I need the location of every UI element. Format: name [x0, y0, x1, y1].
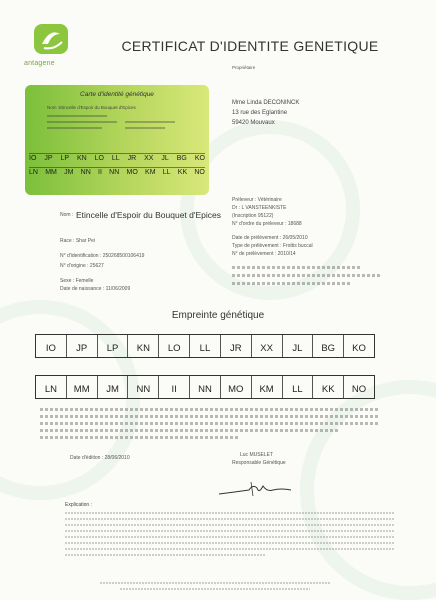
faded-text-line: [65, 524, 395, 526]
card-marker: JR: [127, 155, 137, 162]
marker-cell: [127, 376, 158, 398]
marker-value: KM: [259, 384, 274, 395]
dog-identification: N° d'identification : 250268500106419: [60, 253, 145, 259]
marker-value: NN: [136, 384, 151, 395]
card-marker: NN: [80, 169, 91, 176]
marker-cell: [220, 335, 251, 357]
owner-city: 59420 Mouvaux: [232, 120, 275, 126]
card-marker: JL: [161, 155, 169, 162]
marker-cell: [36, 376, 66, 398]
faded-text-line: [40, 422, 380, 425]
faded-text-line: [65, 548, 395, 550]
marker-cell: [97, 376, 128, 398]
faded-text-line: [100, 582, 330, 584]
edition-date: Date d'édition : 28/06/2010: [70, 455, 130, 461]
card-marker: MO: [126, 169, 138, 176]
card-marker: KM: [145, 169, 156, 176]
marker-cell: [251, 335, 282, 357]
marker-cell: [343, 335, 374, 357]
faded-text-line: [65, 512, 395, 514]
marker-value: NO: [351, 384, 367, 395]
card-marker: JM: [64, 169, 74, 176]
marker-value: XX: [260, 343, 273, 354]
card-title: Carte d'identité génétique: [80, 91, 154, 98]
card-marker: KK: [177, 169, 188, 176]
faded-text-line: [232, 282, 352, 285]
card-marker: JP: [44, 155, 53, 162]
faded-text-line: [232, 274, 382, 277]
marker-cell: [189, 376, 220, 398]
marker-cell: [158, 376, 189, 398]
card-faded-line: [47, 115, 107, 117]
dog-name-label: Nom :: [60, 212, 74, 218]
marker-value: LL: [199, 343, 211, 354]
vet-title: Préleveur : Vétérinaire: [232, 197, 282, 203]
marker-cell: [251, 376, 282, 398]
card-marker: NO: [194, 169, 205, 176]
marker-cell: [127, 335, 158, 357]
vet-date-sample: Date de prélèvement : 26/05/2010: [232, 235, 308, 241]
dog-name: Etincelle d'Espoir du Bouquet d'Epices: [76, 210, 222, 220]
owner-label: Propriétaire: [232, 65, 256, 70]
faded-text-line: [232, 266, 362, 269]
marker-value: JR: [229, 343, 242, 354]
card-marker-row-1: [29, 155, 205, 162]
marker-value: JM: [106, 384, 119, 395]
faded-text-line: [65, 542, 395, 544]
card-marker: NN: [109, 169, 120, 176]
card-marker: LP: [60, 155, 69, 162]
fingerprint-title: Empreinte génétique: [171, 310, 265, 321]
card-marker: KO: [194, 155, 205, 162]
watermark-ring: [0, 300, 140, 500]
marker-cell: [97, 335, 128, 357]
marker-cell: [158, 335, 189, 357]
owner-name: Mme Linda DECONINCK: [232, 100, 300, 106]
card-marker: LN: [29, 169, 38, 176]
watermark-ring: [300, 380, 436, 600]
vet-number: N° d'ordre du préleveur : 18688: [232, 221, 302, 227]
faded-text-line: [120, 588, 310, 590]
card-marker: KN: [76, 155, 87, 162]
marker-value: LL: [292, 384, 303, 395]
signer-name: Luc MUSELET: [240, 452, 274, 458]
card-name-line: Nom :Etincelle d'Espoir du Bouquet d'Epices: [47, 105, 136, 110]
marker-value: LN: [44, 384, 57, 395]
marker-cell: [282, 335, 313, 357]
marker-value: JP: [76, 343, 88, 354]
marker-value: KN: [136, 343, 150, 354]
card-faded-line: [47, 127, 102, 129]
fingerprint-row-1: [35, 334, 375, 358]
card-divider: [29, 167, 205, 168]
marker-cell: [189, 335, 220, 357]
card-marker: LO: [94, 155, 104, 162]
card-faded-line: [125, 127, 165, 129]
marker-cell: [220, 376, 251, 398]
faded-text-line: [65, 518, 395, 520]
marker-value: NN: [198, 384, 212, 395]
marker-value: IO: [45, 343, 56, 354]
card-marker-row-2: [29, 169, 205, 176]
vet-ref-sample: N° de prélèvement : 2010/14: [232, 251, 296, 257]
faded-text-line: [40, 408, 380, 411]
logo-text: antagene: [24, 60, 55, 67]
marker-cell: [66, 376, 97, 398]
faded-text-line: [65, 530, 395, 532]
card-faded-line: [125, 121, 175, 123]
card-marker: LL: [162, 169, 171, 176]
card-marker: XX: [144, 155, 154, 162]
marker-cell: [36, 335, 66, 357]
explanation-label: Explication :: [65, 502, 92, 508]
fingerprint-row-2: [35, 375, 375, 399]
faded-text-line: [40, 429, 340, 432]
marker-value: KO: [352, 343, 366, 354]
vet-type-sample: Type de prélèvement : Frottis buccal: [232, 243, 313, 249]
dog-sex: Sexe : Femelle: [60, 278, 94, 284]
faded-text-line: [65, 536, 395, 538]
marker-value: MM: [73, 384, 90, 395]
handwritten-signature: [215, 478, 295, 500]
identity-card: [25, 85, 209, 195]
faded-text-line: [40, 415, 380, 418]
card-marker: IO: [29, 155, 37, 162]
marker-cell: [282, 376, 313, 398]
faded-text-line: [65, 554, 265, 556]
page-title: CERTIFICAT D'IDENTITE GENETIQUE: [121, 38, 379, 54]
marker-cell: [66, 335, 97, 357]
marker-cell: [312, 335, 343, 357]
marker-value: JL: [292, 343, 303, 354]
faded-text-line: [40, 436, 240, 439]
dog-breed: Race : Shar Pei: [60, 238, 96, 244]
vet-name: Dr : L VANSTEENKISTE: [232, 205, 287, 211]
marker-value: II: [171, 384, 177, 395]
card-marker: BG: [176, 155, 187, 162]
marker-value: LO: [167, 343, 181, 354]
dog-birth: Date de naissance : 11/06/2009: [60, 286, 131, 292]
dog-lof: N° d'origine : 25627: [60, 263, 104, 269]
signer-role: Responsable Génétique: [232, 460, 286, 466]
card-marker: MM: [45, 169, 57, 176]
antagene-logo: [30, 18, 74, 62]
marker-value: LP: [106, 343, 119, 354]
owner-street: 13 rue des Eglantine: [232, 110, 288, 116]
card-divider: [29, 153, 205, 154]
card-faded-line: [47, 121, 117, 123]
marker-value: KK: [321, 384, 335, 395]
marker-cell: [312, 376, 343, 398]
marker-value: MO: [228, 384, 244, 395]
card-marker: II: [98, 169, 102, 176]
vet-order: (Inscription 95122): [232, 213, 274, 219]
card-marker: LL: [111, 155, 120, 162]
marker-cell: [343, 376, 374, 398]
marker-value: BG: [321, 343, 336, 354]
